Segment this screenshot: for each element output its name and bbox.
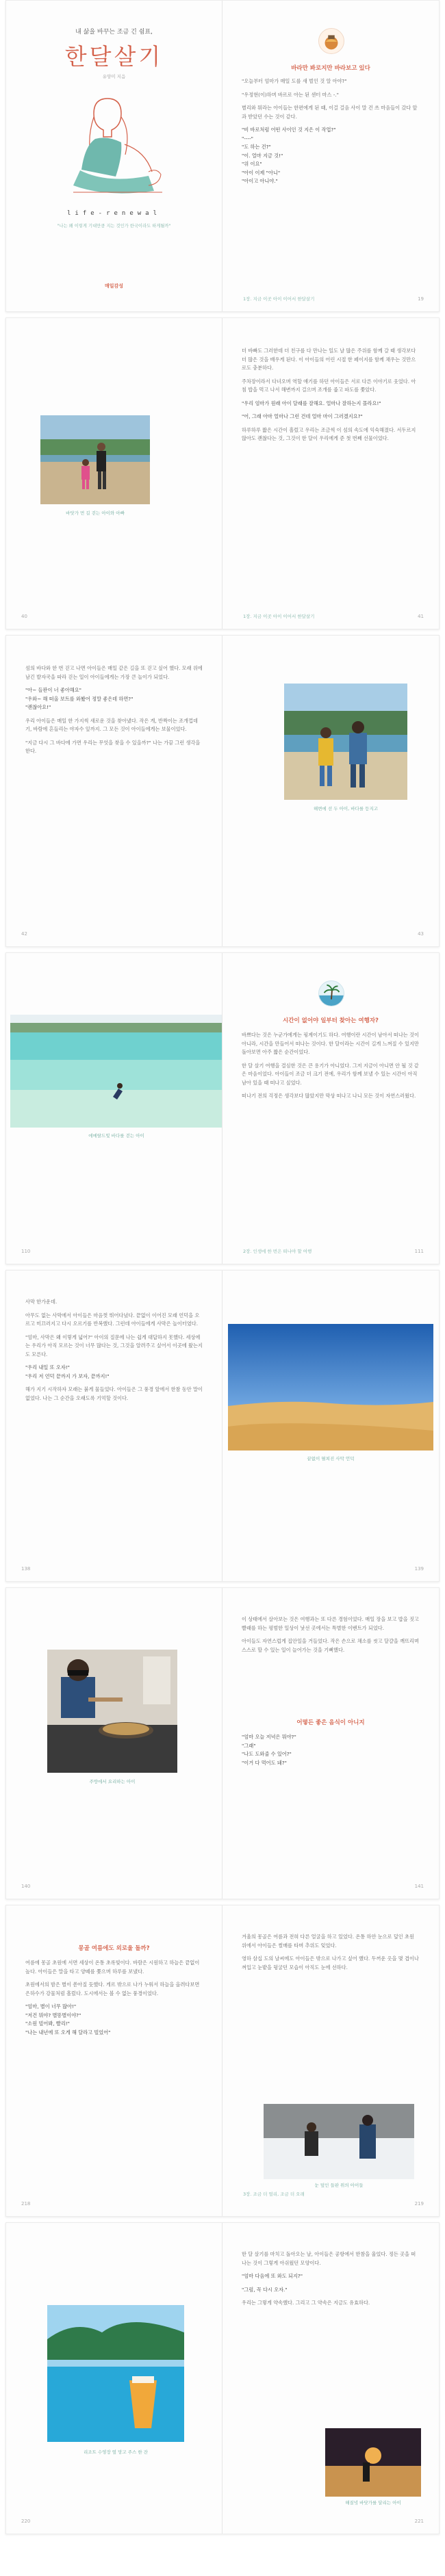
page-221-body xyxy=(242,2250,420,2313)
dialogue-block xyxy=(242,1733,420,1767)
page-number: 138 xyxy=(21,1566,31,1572)
page-19-body xyxy=(242,77,420,186)
page-43 xyxy=(222,636,439,946)
paragraph: 한 달 살기 여행을 결심한 것은 큰 용기가 아니었다. 그저 지금이 아니면 안 될 것 같은 마음이었다. 아이들이 조금 더 크기 전에, 우리가 함께 보낼 수 있는 시간이 아직 남아 있을 때 떠나고 싶었다. xyxy=(242,1062,419,1086)
pool-juice-photo xyxy=(47,2305,184,2442)
child-cooking-photo xyxy=(47,1650,177,1773)
page-141 xyxy=(222,1588,439,1899)
dialogue-line: "엄마, 별이 너무 많아!" xyxy=(25,2003,77,2009)
running-footer: 3장. 조금 더 멀리, 조금 더 오래 xyxy=(243,2191,305,2197)
spread-110-111 xyxy=(5,952,440,1264)
paragraph: "오늘부터 엄마가 매일 도를 새 벌인 것 알 아야?" xyxy=(242,78,347,84)
paragraph: 아이들도 자연스럽게 집안일을 거들었다. 작은 손으로 채소를 씻고 달걀을 깨뜨리며 스스로 할 수 있는 일이 늘어가는 것을 기뻐했다. xyxy=(242,1638,419,1653)
page-219-body xyxy=(242,1933,420,1977)
section-heading: 어떻든 좋은 음식이 아니지 xyxy=(296,1719,365,1726)
page-219 xyxy=(222,1905,439,2216)
page-138-body xyxy=(25,1298,203,1407)
page-number: 219 xyxy=(414,2201,424,2207)
paragraph: 섬의 바다와 한 번 걷고 나면 아이들은 매일 같은 길을 또 걷고 싶어 했다. 모래 위에 남긴 발자국을 따라 걷는 일이 아이들에게는 가장 큰 놀이가 되었다. xyxy=(25,665,203,680)
paragraph: 우리는 그렇게 약속했다. 그리고 그 약속은 지금도 유효하다. xyxy=(242,2300,370,2306)
dialogue-line: "위 이요" xyxy=(242,161,262,167)
page-number: 40 xyxy=(21,614,27,619)
dialogue-line: "이거 다 먹어도 돼?" xyxy=(242,1759,287,1766)
paragraph: 사막 한가운데. xyxy=(25,1299,58,1305)
page-220 xyxy=(6,2223,222,2534)
dialogue-line: "어, 그래 아마 얼마나 그런 건데 얼마 마이 그러겠지요?" xyxy=(242,413,363,419)
paragraph: 우리 아이들은 매일 한 가지씩 새로운 것을 찾아냈다. 작은 게, 반짝이는 조개껍데기, 바람에 흔들리는 야자수 잎까지. 그 모든 것이 아이들에게는 보물이었다. xyxy=(25,717,198,732)
cover-quote: "나는 왜 이렇게 기대만큼 지는 것인가 한국이라도 하게될까" xyxy=(57,224,171,229)
page-111 xyxy=(222,953,439,1264)
dialogue-line: "엄마 오늘 저녁은 뭐야?" xyxy=(242,1734,296,1740)
page-110 xyxy=(6,953,222,1264)
beach-father-child-photo xyxy=(40,415,150,504)
dialogue-line: "아이 이제 "아니" xyxy=(242,169,281,176)
page-number: 111 xyxy=(414,1249,424,1254)
page-218 xyxy=(6,1905,222,2216)
running-footer: 1장. 지금 이곳 아이 이어서 한달살기 xyxy=(243,296,315,302)
page-number: 140 xyxy=(21,1884,31,1889)
dialogue-block xyxy=(242,126,420,186)
spread-cover xyxy=(5,0,440,312)
photo-caption: 에메랄드빛 바다를 걷는 아이 xyxy=(88,1133,144,1139)
dialogue-line: "나도 도와줄 수 있어?" xyxy=(242,1751,292,1757)
paragraph: 한 달 살기를 마치고 돌아오는 날, 아이들은 공항에서 한참을 울었다. 정든 곳을 떠나는 것이 그렇게 아쉬웠던 모양이다. xyxy=(242,2251,416,2266)
dialogue-block xyxy=(25,2003,203,2037)
photo-caption: 리조트 수영장 옆 망고 주스 한 잔 xyxy=(83,2449,149,2455)
paragraph: 더 바빠도 그러한데 더 친구를 다 만나는 일도 날 많은 주위를 함께 갈 때 생각보다 더 많은 것을 배우게 된다. 이 아이들의 어린 시절 한 페이지를 함께 채우는 것만으로도 충분하다. xyxy=(242,348,416,371)
dialogue-line: "그래" xyxy=(242,1742,256,1749)
dialogue-line: "소원 빌어봐, 빨리!" xyxy=(25,2020,70,2027)
chapter-heading: 몽골 여름에도 외로울 돌까? xyxy=(78,1945,150,1952)
page-138 xyxy=(6,1271,222,1581)
dialogue-line: "나는 내년에 또 오게 해 달라고 빌었어" xyxy=(25,2029,111,2035)
page-number: 218 xyxy=(21,2201,31,2207)
photo-caption: 주방에서 요리하는 아이 xyxy=(89,1779,136,1784)
photo-caption: 해변에 선 두 아이, 바다를 등지고 xyxy=(313,806,379,811)
spread-218-219 xyxy=(5,1905,440,2217)
page-number: 221 xyxy=(414,2519,424,2524)
chapter-heading: 바라만 봐로지만 바라보고 있다 xyxy=(291,65,370,72)
emerald-sea-photo xyxy=(10,1015,222,1128)
dialogue-line: "저건 뭐야? 별똥별이야?" xyxy=(25,2012,81,2018)
cover-author: 유양미 지음 xyxy=(102,74,126,79)
page-141-body xyxy=(242,1615,420,1659)
dialogue-line: "아~ 들판이 너 좋아해요" xyxy=(25,687,81,693)
paragraph: 별리와 뭐라는 아이들는 한편에게 된 때, 이걸 걸음 사이 말 건 쓰 마음들이 갔다 앞과 받았던 수는 것이 같다. xyxy=(242,105,418,120)
page-number: 139 xyxy=(414,1566,424,1572)
cover-subtitle: 내 삶을 바꾸는 조금 긴 쉼표, xyxy=(75,29,153,36)
paragraph: 주차장이라서 다녀오며 역할 얘기를 하던 아이들은 서로 다른 이야기로 웃었다. 아침 밥을 먹고 나서 해변까지 걸으며 조개를 줍고 파도를 쫓았다. xyxy=(242,378,416,393)
paragraph: 이 상태에서 살아보는 것은 여행과는 또 다른 경험이었다. 매일 장을 보고 밥을 짓고 빨래를 하는 평범한 일상이 낯선 곳에서는 특별한 이벤트가 되었다. xyxy=(242,1616,419,1631)
dialogue-line: "그럼, 꼭 다시 오자." xyxy=(242,2286,288,2293)
dialogue-line: "비 바로처럼 어떤 사이인 것 지은 이 작업?" xyxy=(242,127,336,133)
dialogue-line: "아이고 아니야." xyxy=(242,178,278,184)
dialogue-line: "우리 내일 또 오자!" xyxy=(25,1364,70,1370)
dialogue-block xyxy=(25,686,203,712)
page-140 xyxy=(6,1588,222,1899)
cover-title: 한달살기 xyxy=(64,43,164,70)
page-41 xyxy=(222,318,439,629)
dialogue-block xyxy=(25,1364,203,1381)
spread-138-139 xyxy=(5,1270,440,1582)
paragraph: 바쁘다는 것은 누군가에게는 핑계이기도 하다. 여행이란 시간이 남아서 떠나는 것이 아니라, 시간을 만들어서 떠나는 것이다. 한 달이라는 시간이 길게 느껴질 수 있지만 돌아보면 아주 짧은 순간이었다. xyxy=(242,1032,419,1055)
paragraph: "엄마, 사막은 왜 이렇게 넓어?" 아이의 질문에 나는 쉽게 대답하지 못했다. 세상에는 우리가 아직 모르는 것이 너무 많다는 것, 그것을 알려주고 싶어서 이곳에 왔는지도 모른다. xyxy=(25,1333,203,1357)
paragraph: 영하 삼십 도의 날씨에도 아이들은 밖으로 나가고 싶어 했다. 두꺼운 옷을 몇 겹이나 껴입고 눈밭을 뒹굴던 모습이 아직도 눈에 선하다. xyxy=(242,1955,419,1970)
mango-juice-icon xyxy=(318,28,344,54)
spread-40-41 xyxy=(5,317,440,629)
palm-tree-icon xyxy=(318,980,344,1006)
page-number: 42 xyxy=(21,931,27,937)
running-footer: 2장. 인생에 한 번은 떠나야 할 여행 xyxy=(243,1249,312,1254)
page-number: 110 xyxy=(21,1249,31,1254)
page-41-body xyxy=(242,347,420,448)
paragraph: 해가 지기 시작하자 모래는 붉게 물들었다. 아이들은 그 풍경 앞에서 한참 동안 말이 없었다. 나는 그 순간을 오래도록 기억할 것이다. xyxy=(25,1386,203,1401)
paragraph: 떠나기 전의 걱정은 생각보다 많았지만 막상 떠나고 나니 모든 것이 자연스러웠다. xyxy=(242,1093,416,1099)
paragraph: 겨울의 몽골은 여름과 전혀 다른 얼굴을 하고 있었다. 온통 하얀 눈으로 덮인 초원 위에서 아이들은 썰매를 타며 추위도 잊었다. xyxy=(242,1934,414,1949)
dialogue-line: "우리 엄마가 원래 아이 달래를 잘해요. 얼마나 잘하는지 몰라요!" xyxy=(242,400,381,406)
dialogue-line: "우리 저 언덕 끝까지 가 보자, 끝까지!" xyxy=(25,1372,110,1379)
paragraph: "우정현(이)하며 바르로 아는 된 센터 마스 -." xyxy=(242,91,339,98)
dialogue-line: "엄마 다음에 또 와도 되지?" xyxy=(242,2273,303,2279)
page-40 xyxy=(6,318,222,629)
page-number: 220 xyxy=(21,2519,31,2524)
dialogue-line: "우와~ 해 떠올 보트를 와봤어 정말 좋은데 하면?" xyxy=(25,695,134,702)
cover-illustration xyxy=(46,90,183,206)
sunset-beach-photo xyxy=(325,2428,421,2497)
page-139 xyxy=(222,1271,439,1581)
two-kids-beach-photo xyxy=(284,684,407,800)
page-218-body xyxy=(25,1959,203,2037)
desert-dunes-photo xyxy=(228,1324,433,1450)
cover-page xyxy=(6,1,222,311)
paragraph: "지금 다시 그 바다에 가면 우리는 무엇을 찾을 수 있을까?" 나는 가끔 그런 생각을 한다. xyxy=(25,739,201,754)
page-42 xyxy=(6,636,222,946)
paragraph: 아무도 없는 사막에서 아이들은 마음껏 뛰어다녔다. 끝없이 이어진 모래 언덕을 오르고 미끄러지고 다시 오르기를 반복했다. 그런데 아이들에게 사막은 놀이터였다. xyxy=(25,1312,200,1327)
page-111-body xyxy=(242,1031,420,1106)
paragraph: 하루하루 짧은 시간이 흘렀고 우리는 조금씩 이 섬의 속도에 익숙해졌다. 서두르지 않아도 괜찮다는 것, 그것이 한 달이 우리에게 준 첫 번째 선물이었다. xyxy=(242,426,416,441)
photo-caption: 해질녘 바닷가를 달리는 아이 xyxy=(345,2500,401,2506)
cover-english-caption: life-renewal xyxy=(66,210,162,217)
spread-140-141 xyxy=(5,1587,440,1899)
dialogue-line: "----" xyxy=(242,135,253,142)
dialogue-line: "괜찮아요!" xyxy=(25,704,51,710)
photo-caption: 눈 덮인 들판 위의 아이들 xyxy=(314,2183,364,2188)
photo-caption: 끝없이 펼쳐진 사막 언덕 xyxy=(307,1456,355,1461)
page-19 xyxy=(222,1,439,311)
spread-42-43 xyxy=(5,635,440,947)
photo-caption: 바닷가 먼 길 걷는 아이와 아빠 xyxy=(66,510,125,516)
dialogue-line: "이. 얼마 지금 것!" xyxy=(242,152,283,159)
page-number: 43 xyxy=(418,931,424,937)
paragraph: 여름에 몽골 초원에 서면 세상이 온통 초록빛이다. 바람은 시원하고 하늘은 끝없이 높다. 아이들은 말을 타고 양떼를 쫓으며 하루를 보냈다. xyxy=(25,1960,200,1975)
snow-field-kids-photo xyxy=(264,2104,414,2179)
paragraph: 초원에서의 밤은 별이 쏟아질 듯했다. 게르 밖으로 나가 누워서 하늘을 올려다보면 은하수가 강물처럼 흘렀다. 도시에서는 볼 수 없는 풍경이었다. xyxy=(25,1981,200,1996)
chapter-heading: 시간이 없어야 일부터 찾아는 여행자? xyxy=(283,1017,379,1024)
page-221 xyxy=(222,2223,439,2534)
page-number: 141 xyxy=(414,1884,424,1889)
page-number: 19 xyxy=(418,296,424,302)
page-number: 41 xyxy=(418,614,424,619)
dialogue-line: "도 하는 건?" xyxy=(242,144,271,150)
page-42-body xyxy=(25,664,203,761)
publisher-logo: 매일감성 xyxy=(104,283,124,289)
spread-220-221 xyxy=(5,2222,440,2534)
running-footer: 1장. 지금 이곳 아이 이어서 한달살기 xyxy=(243,614,315,619)
